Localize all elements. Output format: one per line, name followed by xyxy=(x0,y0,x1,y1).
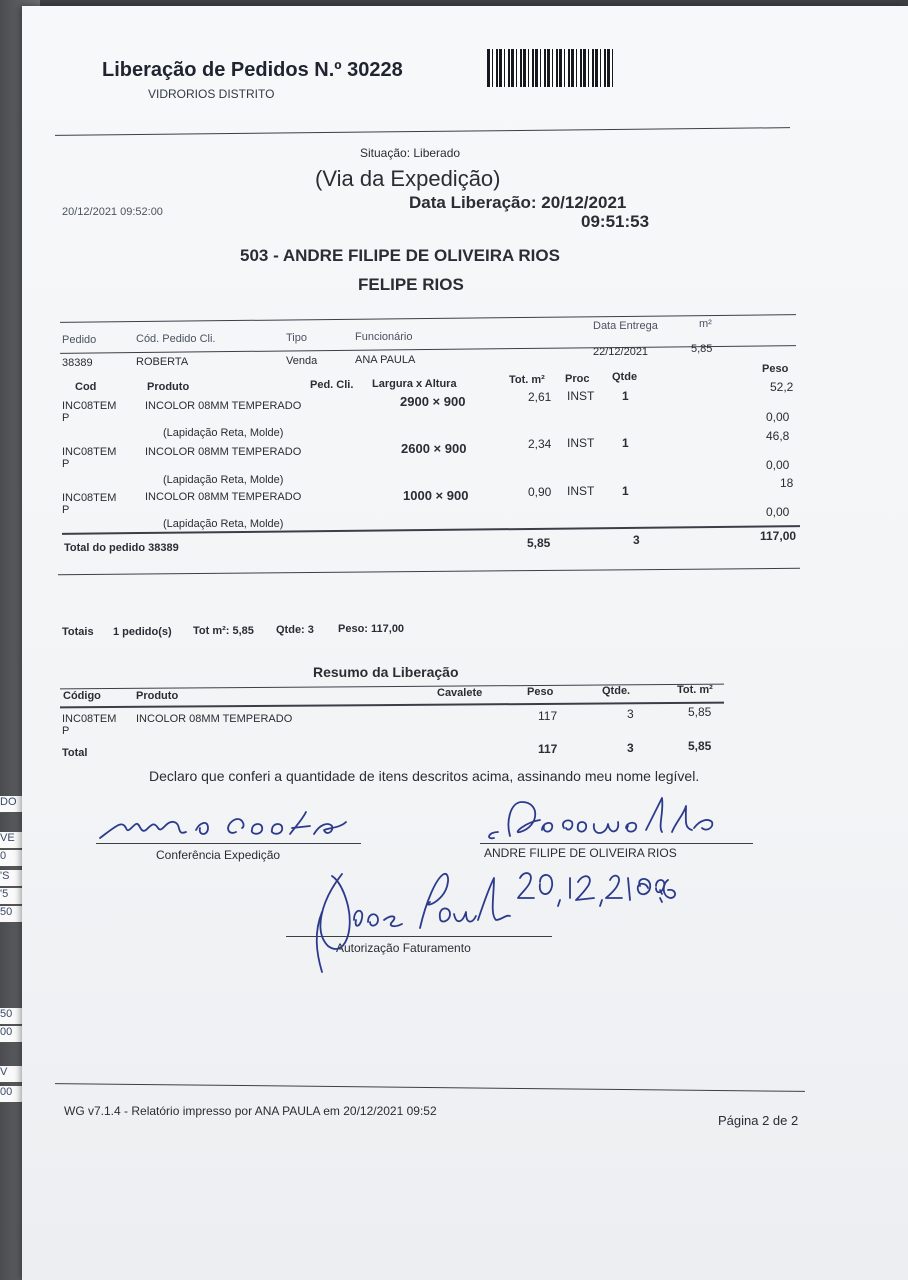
signature-label-client: ANDRE FILIPE DE OLIVEIRA RIOS xyxy=(484,846,677,860)
situacao-text: Situação: Liberado xyxy=(360,146,461,160)
order-funcionario: ANA PAULA xyxy=(355,354,416,366)
resumo-total-label: Total xyxy=(62,747,88,759)
item-cod-suffix: P xyxy=(62,504,70,516)
col-funcionario: Funcionário xyxy=(355,331,413,343)
resumo-row-qtde: 3 xyxy=(627,707,634,721)
signature-label-conferencia: Conferência Expedição xyxy=(156,848,281,862)
underlay-fragment: V xyxy=(0,1066,24,1083)
client-name: 503 - ANDRE FILIPE DE OLIVEIRA RIOS xyxy=(240,246,560,265)
item-processing-note: (Lapidação Reta, Molde) xyxy=(163,518,284,530)
signature-conferencia-icon xyxy=(96,806,356,846)
col-tipo: Tipo xyxy=(286,332,307,344)
underlay-fragment: 50 xyxy=(0,906,24,923)
signature-label-autorizacao: Autorização Faturamento xyxy=(336,941,471,955)
underlay-fragment: 00 xyxy=(0,1086,24,1103)
col-data-entrega: Data Entrega xyxy=(593,320,658,332)
item-peso-extra: 0,00 xyxy=(766,505,790,519)
items-col-tot-m2: Tot. m² xyxy=(509,374,545,386)
col-pedido: Pedido xyxy=(62,334,97,346)
item-processing-note: (Lapidação Reta, Molde) xyxy=(163,427,284,439)
client-alias: FELIPE RIOS xyxy=(358,275,464,294)
items-col-ped-cli: Ped. Cli. xyxy=(310,379,354,391)
underlay-fragment: 00 xyxy=(0,1026,24,1043)
items-col-peso: Peso xyxy=(762,363,789,375)
item-cod: INC08TEM xyxy=(62,400,117,412)
resumo-col-peso: Peso xyxy=(527,686,554,698)
item-qtde: 1 xyxy=(622,436,629,450)
underlay-fragment: DO xyxy=(0,796,24,813)
items-col-qtde: Qtde xyxy=(612,371,638,383)
barcode-icon xyxy=(487,49,613,87)
item-tot-m2: 0,90 xyxy=(528,485,552,499)
order-total-qtde: 3 xyxy=(633,533,640,547)
item-cod-suffix: P xyxy=(62,458,70,470)
item-tot-m2: 2,61 xyxy=(528,390,552,404)
item-peso: 52,2 xyxy=(770,380,794,394)
order-cod-cli: ROBERTA xyxy=(136,356,189,368)
company-name: VIDRORIOS DISTRITO xyxy=(148,87,275,101)
resumo-row-tot-m2: 5,85 xyxy=(688,705,712,719)
item-proc: INST xyxy=(567,484,595,498)
resumo-total-peso: 117 xyxy=(538,742,558,756)
via-title: (Via da Expedição) xyxy=(315,166,501,191)
items-col-cod: Cod xyxy=(75,381,97,393)
resumo-title: Resumo da Liberação xyxy=(313,664,459,680)
item-cod: INC08TEM xyxy=(62,492,117,504)
item-produto: INCOLOR 08MM TEMPERADO xyxy=(145,491,302,503)
totals-tot-m2: Tot m²: 5,85 xyxy=(193,625,254,637)
footer-printed-by: WG v7.1.4 - Relatório impresso por ANA PAULA em 20/12/2021 09:52 xyxy=(64,1104,437,1118)
totals-peso: Peso: 117,00 xyxy=(338,623,405,635)
resumo-row-codigo: INC08TEM xyxy=(62,713,117,725)
order-m2: 5,85 xyxy=(691,343,713,355)
item-peso: 18 xyxy=(780,476,794,490)
data-liberacao: Data Liberação: 20/12/2021 xyxy=(409,193,627,212)
resumo-row-peso: 117 xyxy=(538,709,558,723)
printed-timestamp: 20/12/2021 09:52:00 xyxy=(62,206,163,218)
col-cod-cli: Cód. Pedido Cli. xyxy=(136,333,216,345)
resumo-row-codigo-suffix: P xyxy=(62,725,70,737)
order-tipo: Venda xyxy=(286,355,318,367)
item-qtde: 1 xyxy=(622,389,629,403)
items-col-largura-altura: Largura x Altura xyxy=(372,378,457,390)
item-qtde: 1 xyxy=(622,484,629,498)
resumo-col-codigo: Código xyxy=(63,690,101,702)
resumo-total-tot-m2: 5,85 xyxy=(688,739,712,753)
totals-qtde: Qtde: 3 xyxy=(276,624,314,636)
items-col-proc: Proc xyxy=(565,373,590,385)
col-m2: m² xyxy=(699,318,712,330)
resumo-col-cavalete: Cavalete xyxy=(437,687,483,699)
data-liberacao-time: 09:51:53 xyxy=(581,212,650,231)
signature-client-icon xyxy=(480,792,730,852)
declaration-text: Declaro que conferi a quantidade de itens descritos acima, assinando meu nome legível. xyxy=(149,768,700,784)
underlay-fragment: 0 xyxy=(0,850,24,867)
resumo-col-produto: Produto xyxy=(136,690,179,702)
document-title: Liberação de Pedidos N.º 30228 xyxy=(102,59,403,81)
item-peso-extra: 0,00 xyxy=(766,410,790,424)
resumo-col-tot-m2: Tot. m² xyxy=(677,684,713,696)
underlay-fragment: 'S xyxy=(0,870,24,887)
order-total-m2: 5,85 xyxy=(527,536,551,550)
item-peso-extra: 0,00 xyxy=(766,458,790,472)
item-peso: 46,8 xyxy=(766,429,790,443)
order-total-label: Total do pedido 38389 xyxy=(64,542,179,554)
item-dims: 1000 × 900 xyxy=(403,488,469,503)
order-data-entrega: 22/12/2021 xyxy=(593,346,649,358)
item-dims: 2900 × 900 xyxy=(400,394,466,409)
underlay-fragment: 50 xyxy=(0,1008,24,1025)
item-cod-suffix: P xyxy=(62,412,70,424)
resumo-row-produto: INCOLOR 08MM TEMPERADO xyxy=(136,713,293,725)
item-produto: INCOLOR 08MM TEMPERADO xyxy=(145,446,302,458)
order-pedido: 38389 xyxy=(62,357,93,369)
signature-autorizacao-icon xyxy=(300,862,520,982)
item-proc: INST xyxy=(567,436,595,450)
totals-label: Totais xyxy=(62,626,94,638)
item-tot-m2: 2,34 xyxy=(528,437,552,451)
resumo-total-qtde: 3 xyxy=(627,741,634,755)
order-total-peso: 117,00 xyxy=(760,529,797,543)
item-cod: INC08TEM xyxy=(62,446,117,458)
underlay-fragment: '5 xyxy=(0,888,24,905)
handwritten-date-icon xyxy=(510,860,680,910)
item-dims: 2600 × 900 xyxy=(401,441,467,456)
item-processing-note: (Lapidação Reta, Molde) xyxy=(163,474,284,486)
totals-pedidos: 1 pedido(s) xyxy=(113,626,172,638)
item-produto: INCOLOR 08MM TEMPERADO xyxy=(145,400,302,412)
resumo-col-qtde: Qtde. xyxy=(602,685,631,697)
page-number: Página 2 de 2 xyxy=(718,1113,799,1128)
items-col-produto: Produto xyxy=(147,381,190,393)
underlay-fragment: VE xyxy=(0,832,24,849)
item-proc: INST xyxy=(567,389,595,403)
